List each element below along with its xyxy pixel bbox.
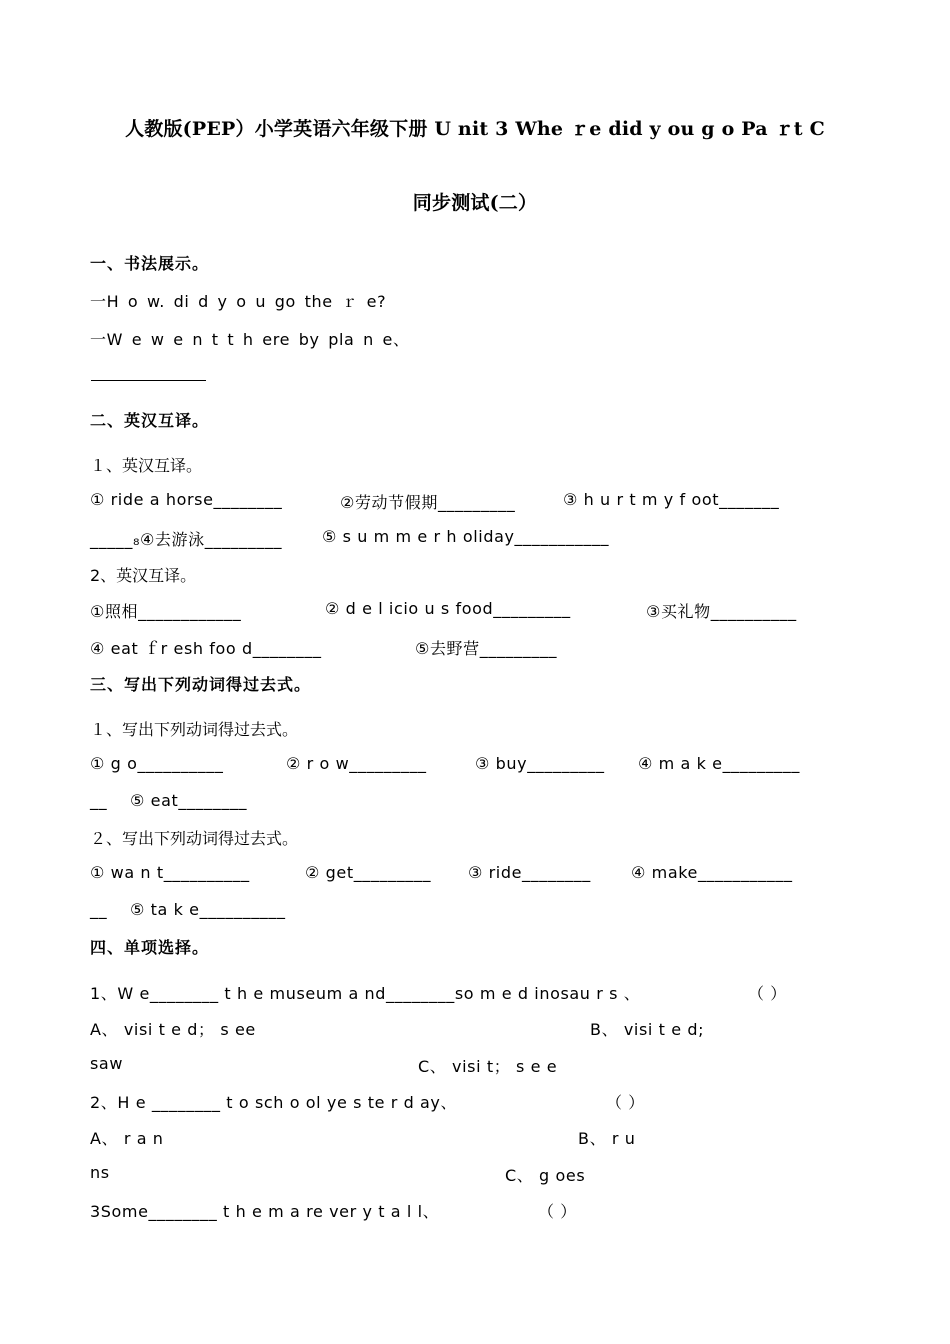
question-2-option-b-wrap: ns bbox=[90, 1163, 110, 1182]
calligraphy-line-2: 一W e w e n t t h ere by pla n e、 bbox=[90, 330, 410, 349]
verb-item: ⑤ eat________ bbox=[130, 791, 248, 810]
translate-item: ⑤ s u m m e r h oliday___________ bbox=[322, 527, 610, 546]
question-2-option-c: C、 g oes bbox=[505, 1166, 586, 1185]
question-2-option-a: A、 r a n bbox=[90, 1129, 164, 1148]
section-2-heading: 二、英汉互译。 bbox=[90, 411, 210, 430]
section-2-sub1-label: １、英汉互译。 bbox=[90, 456, 203, 475]
verb-item-wrap: __ bbox=[90, 900, 108, 919]
writing-blank bbox=[91, 380, 206, 381]
translate-item: ④ eat ｆr esh foo d________ bbox=[90, 639, 322, 658]
translate-item: ③ h u r t m y f oot_______ bbox=[563, 490, 780, 509]
section-3-sub2-label: ２、写出下列动词得过去式。 bbox=[90, 829, 299, 848]
verb-item: ① wa n t__________ bbox=[90, 863, 250, 882]
translate-item: ⑤去野营_________ bbox=[415, 639, 558, 658]
translate-item: ②劳动节假期_________ bbox=[340, 493, 516, 512]
section-3-sub1-label: １、写出下列动词得过去式。 bbox=[90, 720, 299, 739]
question-3-stem: 3Some________ t h e m a re ver y t a l l、 bbox=[90, 1202, 440, 1221]
document-subtitle: 同步测试(二） bbox=[412, 192, 538, 214]
translate-item: _____₈④去游泳_________ bbox=[90, 530, 283, 549]
question-1-answer-paren: （ ） bbox=[748, 984, 787, 1003]
section-3-heading: 三、写出下列动词得过去式。 bbox=[90, 675, 312, 694]
question-1-option-b: B、 visi t e d; bbox=[590, 1020, 705, 1039]
question-1-stem: 1、W e________ t h e museum a nd________so m e d inosau r s 、 bbox=[90, 984, 641, 1003]
translate-item: ② d e l icio u s food_________ bbox=[325, 599, 571, 618]
calligraphy-line-1: 一H o w. di d y o u go the ｒ e? bbox=[90, 292, 387, 311]
verb-item: ④ m a k e_________ bbox=[638, 754, 800, 773]
question-2-option-b: B、 r u bbox=[578, 1129, 636, 1148]
verb-item-wrap: __ bbox=[90, 791, 108, 810]
document-title: 人教版(PEP）小学英语六年级下册 U nit 3 Whe ｒe did y ou g o Pa ｒt C bbox=[125, 118, 825, 140]
verb-item: ③ ride________ bbox=[468, 863, 591, 882]
verb-item: ① g o__________ bbox=[90, 754, 224, 773]
question-2-answer-paren: （ ） bbox=[606, 1093, 645, 1112]
question-1-option-c: C、 visi t； s e e bbox=[418, 1057, 558, 1076]
translate-item: ① ride a horse________ bbox=[90, 490, 283, 509]
translate-item: ①照相____________ bbox=[90, 602, 242, 621]
verb-item: ② r o w_________ bbox=[286, 754, 427, 773]
section-4-heading: 四、单项选择。 bbox=[90, 938, 210, 957]
verb-item: ⑤ ta k e__________ bbox=[130, 900, 286, 919]
question-2-stem: 2、H e ________ t o sch o ol ye s te r d ay、 bbox=[90, 1093, 458, 1112]
question-3-answer-paren: （ ） bbox=[538, 1202, 577, 1221]
translate-item: ③买礼物__________ bbox=[646, 602, 797, 621]
verb-item: ③ buy_________ bbox=[475, 754, 605, 773]
verb-item: ② get_________ bbox=[305, 863, 432, 882]
question-1-option-a: A、 visi t e d； s ee bbox=[90, 1020, 256, 1039]
section-2-sub2-label: 2、英汉互译。 bbox=[90, 566, 197, 585]
section-1-heading: 一、书法展示。 bbox=[90, 254, 210, 273]
question-1-option-b-wrap: saw bbox=[90, 1054, 124, 1073]
verb-item: ④ make___________ bbox=[631, 863, 793, 882]
